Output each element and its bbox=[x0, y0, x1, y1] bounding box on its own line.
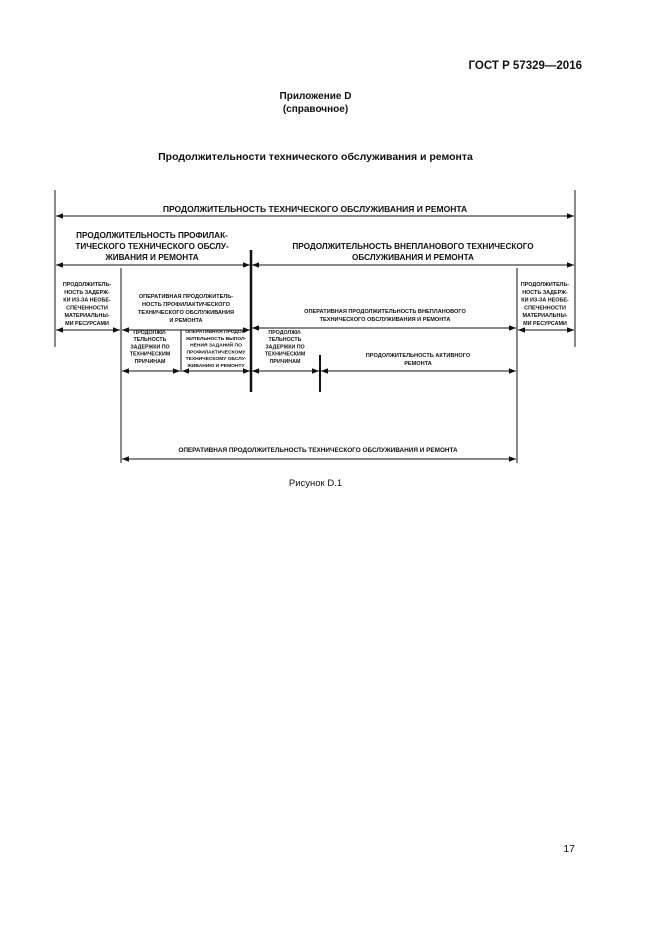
annex-status: (справочное) bbox=[282, 104, 349, 115]
label-line: ЗАДЕРЖКИ ПО bbox=[265, 344, 305, 351]
label-line: ЗАДЕРЖКИ ПО bbox=[130, 344, 170, 351]
label-line: ПРОДОЛЖИТЕЛЬ- bbox=[62, 282, 112, 288]
label-line: ЖИВАНИЯ И РЕМОНТА bbox=[105, 253, 199, 262]
label-line: НОСТЬ ЗАДЕРЖ- bbox=[64, 289, 110, 296]
label-line: ОБСЛУЖИВАНИЯ И РЕМОНТА bbox=[352, 253, 474, 262]
label-line: ТИЧЕСКОГО ТЕХНИЧЕСКОГО ОБСЛУ- bbox=[75, 242, 229, 251]
label-line: ТЕХНИЧЕСКИМ bbox=[264, 351, 306, 358]
label-tech-delay-1 bbox=[130, 330, 171, 365]
label-line: НОСТЬ ЗАДЕРЖ- bbox=[522, 289, 568, 296]
label-line: ЖИВАНИЮ И РЕМОНТУ bbox=[187, 364, 245, 369]
figure-title: Продолжительности технического обслуживания и ремонта bbox=[158, 151, 473, 163]
label-logistic-delay-left bbox=[63, 282, 111, 327]
annex-title: Приложение D bbox=[279, 91, 352, 102]
label-active-repair bbox=[366, 353, 471, 367]
label-line: ПРОДОЛЖИТЕЛЬНОСТЬ АКТИВНОГО bbox=[365, 353, 471, 359]
label-line: ПРОДОЛЖИТЕЛЬНОСТЬ ВНЕПЛАНОВОГО ТЕХНИЧЕСКОГО bbox=[292, 242, 534, 251]
label-op-total: ОПЕРАТИВНАЯ ПРОДОЛЖИТЕЛЬНОСТЬ ТЕХНИЧЕСКОГО ОБСЛУЖИВАНИЯ И РЕМОНТА bbox=[178, 447, 458, 454]
label-tech-delay-2 bbox=[265, 330, 306, 365]
label-line: ТЕЛЬНОСТЬ bbox=[133, 337, 167, 344]
label-line: ОПЕРАТИВНАЯ ПРОДОЛ- bbox=[185, 330, 247, 335]
label-line: НЕНИЯ ЗАДАНИЙ ПО bbox=[190, 343, 242, 349]
figure-caption: Рисунок D.1 bbox=[288, 478, 343, 489]
label-active-preventive bbox=[185, 329, 247, 369]
document-code: ГОСТ Р 57329—2016 bbox=[468, 60, 582, 72]
label-line: МИ РЕСУРСАМИ bbox=[523, 321, 567, 327]
label-line: ПРОДОЛЖИТЕЛЬ- bbox=[520, 282, 570, 288]
label-line: ПРОФИЛАКТИЧЕСКОМУ bbox=[186, 350, 246, 356]
label-line: ПРОДОЛЖИТЕЛЬНОСТЬ ПРОФИЛАК- bbox=[76, 231, 228, 240]
page-number: 17 bbox=[563, 843, 575, 855]
label-line: МАТЕРИАЛЬНЫ- bbox=[64, 313, 110, 320]
label-line: КИ ИЗ-ЗА НЕОБЕ- bbox=[63, 297, 111, 304]
label-line: ПРИЧИНАМ bbox=[134, 358, 166, 365]
label-total: ПРОДОЛЖИТЕЛЬНОСТЬ ТЕХНИЧЕСКОГО ОБСЛУЖИВАНИЯ И РЕМОНТА bbox=[162, 204, 468, 214]
label-line: СПЕЧЕННОСТИ bbox=[524, 305, 566, 312]
label-line: МИ РЕСУРСАМИ bbox=[65, 321, 109, 327]
label-line: И РЕМОНТА bbox=[169, 318, 203, 324]
label-line: ПРОДОЛЖИ- bbox=[268, 330, 302, 336]
label-line: НОСТЬ ПРОФИЛАКТИЧЕСКОГО bbox=[142, 302, 230, 308]
label-line: ТЕЛЬНОСТЬ bbox=[268, 337, 302, 344]
label-line: СПЕЧЕННОСТИ bbox=[66, 305, 108, 312]
label-line: РЕМОНТА bbox=[404, 361, 432, 367]
label-line: ОПЕРАТИВНАЯ ПРОДОЛЖИТЕЛЬ- bbox=[138, 294, 234, 300]
label-line: ТЕХНИЧЕСКОГО ОБСЛУЖИВАНИЯ bbox=[138, 310, 234, 316]
label-line: ЖИТЕЛЬНОСТЬ ВЫПОЛ- bbox=[185, 336, 247, 342]
label-logistic-delay-right bbox=[521, 282, 569, 327]
label-line: ПРОДОЛЖИ- bbox=[133, 330, 167, 336]
label-op-unscheduled bbox=[304, 309, 466, 323]
label-line: КИ ИЗ-ЗА НЕОБЕ- bbox=[521, 297, 569, 304]
label-line: ОПЕРАТИВНАЯ ПРОДОЛЖИТЕЛЬНОСТЬ ВНЕПЛАНОВОГО bbox=[304, 309, 466, 315]
label-line: МАТЕРИАЛЬНЫ- bbox=[522, 313, 568, 320]
label-line: ТЕХНИЧЕСКИМ bbox=[129, 351, 171, 358]
label-line: ПРИЧИНАМ bbox=[269, 358, 301, 365]
label-op-preventive bbox=[138, 294, 234, 324]
label-unscheduled bbox=[292, 242, 534, 262]
label-line: ТЕХНИЧЕСКОГО ОБСЛУЖИВАНИЯ И РЕМОНТА bbox=[319, 317, 451, 323]
label-preventive bbox=[75, 231, 229, 262]
label-line: ТЕХНИЧЕСКОМУ ОБСЛУ- bbox=[185, 357, 247, 363]
